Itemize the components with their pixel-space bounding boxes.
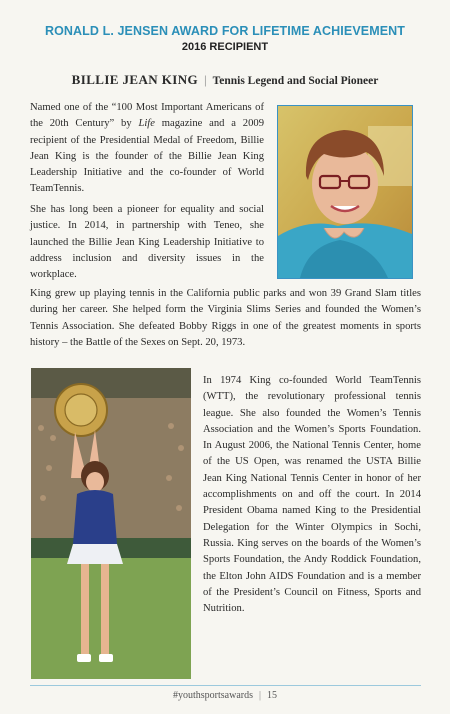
wimbledon-photo xyxy=(31,368,191,679)
bio-paragraph-2: She has long been a pioneer for equality and social justice. In 2014, in partnership with Teneo, she launched the Billie Jean King Leadership Initiative to address inclusion and diversity issues in the workplace. xyxy=(30,204,264,281)
footer-divider xyxy=(30,685,421,686)
footer-separator: | xyxy=(258,690,261,701)
footer-hashtag: #youthsportsawards xyxy=(172,690,253,701)
wimbledon-illustration xyxy=(31,368,191,679)
award-year: 2016 RECIPIENT xyxy=(181,41,269,53)
bio-paragraph-3: King grew up playing tennis in the California public parks and won 39 Grand Slam titles during her career. She helped form the Virginia Slims Series and founded the Women’s Tennis Association. She defeated Bobby Riggs in one of the greatest moments in sports history – the Battle of the Sexes on Sept. 20, 1973. xyxy=(30,288,421,348)
magazine-name: Life xyxy=(138,118,155,130)
para1-text-a: Named one of the “100 Most Important Americans of the 20th Century” by xyxy=(30,102,264,130)
honoree-tagline: Tennis Legend and Social Pioneer xyxy=(212,75,379,87)
honoree-heading xyxy=(0,72,450,88)
para1-text-b: magazine and a 2009 recipient of the Presidential Medal of Freedom, Billie Jean King is the founder of the Billie Jean King Leadership Initiative and the co-founder of World TeamTennis. xyxy=(30,118,264,195)
portrait-illustration xyxy=(278,106,412,278)
portrait-photo xyxy=(277,105,413,279)
honoree-name: BILLIE JEAN KING xyxy=(71,72,198,87)
award-title: RONALD L. JENSEN AWARD FOR LIFETIME ACHIEVEMENT xyxy=(44,24,406,38)
bio-paragraph-4: In 1974 King co-founded World TeamTennis (WTT), the revolutionary professional tennis league. She also founded the Women’s Tennis Association and the Women’s Sports Foundation. In August 2006, the National Tennis Center, home of the US Open, was renamed the USTA Billie Jean King National Tennis Center in honor of her accomplishments on and off the court. In 2014 President Obama named King to the Presidential Delegation for the Winter Olympics in Sochi, Russia. King serves on the boards of the Women’s Sports Foundation, the Andy Roddick Foundation, the Elton John AIDS Foundation and is a member of the President’s Council on Fitness, Sports and Nutrition. xyxy=(203,375,421,615)
heading-separator: | xyxy=(204,72,207,87)
page-number: 15 xyxy=(267,690,277,701)
bio-paragraph-1 xyxy=(30,100,264,198)
page-footer xyxy=(0,690,450,701)
